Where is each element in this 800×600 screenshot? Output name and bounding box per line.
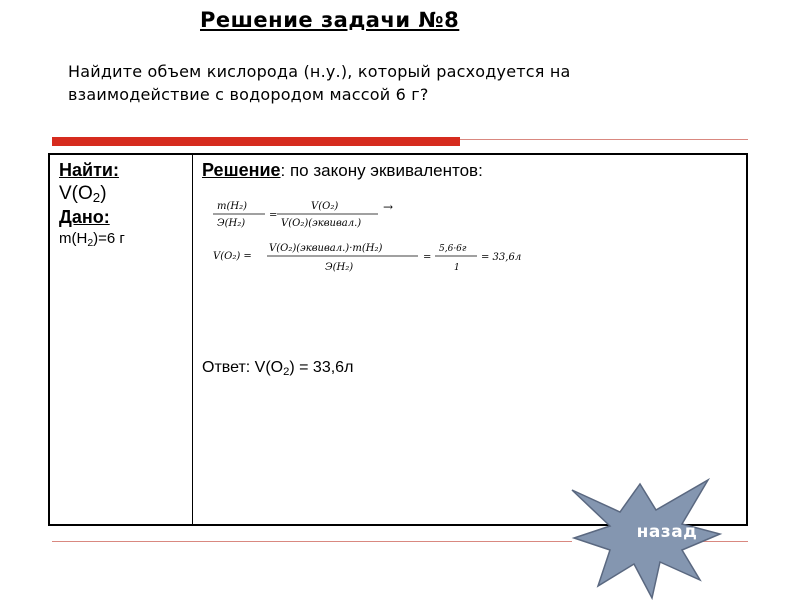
answer: Ответ: $V(O_2) = 33,6л$ (202, 359, 354, 378)
solution-heading: Решение (202, 160, 281, 180)
f2-lhs: V(O₂) = (213, 251, 252, 262)
solution-line (202, 159, 746, 182)
solution-column (193, 155, 746, 524)
task-line-2: взаимодействие с водородом массой 6 г? (68, 85, 429, 104)
f2-den: Э(H₂) (325, 262, 354, 273)
f2-result: = 33,6л (481, 252, 522, 263)
f1-den-right: V(O₂)(эквивал.) (281, 218, 362, 229)
given-value: $m(H_2)=6$ г (59, 230, 125, 249)
given-column (50, 155, 193, 524)
svg-text:=: = (269, 210, 278, 221)
find-value: $V(O_2)$ (59, 183, 107, 205)
f2-calc-num: 5,6·6г (439, 244, 467, 254)
top-red-rule (52, 137, 460, 146)
find-heading: Найти: (59, 160, 119, 180)
top-thin-rule (460, 139, 748, 140)
svg-text:→: → (383, 200, 394, 214)
solution-text: : по закону эквивалентов: (280, 161, 483, 180)
f1-num-right: V(O₂) (311, 201, 339, 212)
task-text (68, 60, 728, 106)
given-heading: Дано: (59, 207, 110, 227)
solution-table (48, 153, 748, 526)
equivalents-formula (213, 197, 573, 297)
f1-den-left: Э(H₂) (217, 218, 246, 229)
task-line-1: Найдите объем кислорода (н.у.), который расходуется на (68, 62, 571, 81)
bottom-thin-rule (52, 541, 572, 542)
f2-calc-den: 1 (454, 263, 460, 273)
f1-num-left: m(H₂) (217, 201, 248, 212)
svg-text:=: = (423, 252, 432, 263)
back-button-label[interactable]: назад (636, 522, 698, 542)
f2-num: V(O₂)(эквивал.)·m(H₂) (269, 243, 383, 254)
page-title: Решение задачи №8 (200, 8, 460, 32)
